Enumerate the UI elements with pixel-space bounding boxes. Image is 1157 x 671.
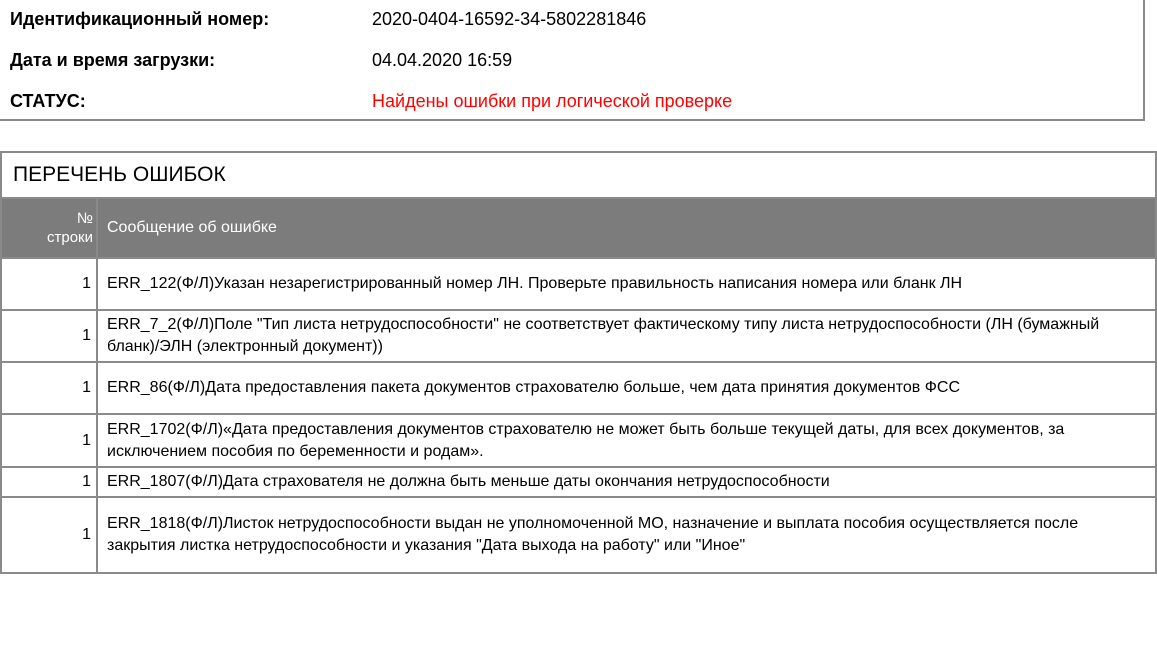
row-number: 1 xyxy=(1,258,97,310)
row-number: 1 xyxy=(1,467,97,497)
error-message: ERR_1807(Ф/Л)Дата страхователя не должна быть меньше даты окончания нетрудоспособности xyxy=(97,467,1156,497)
row-number: 1 xyxy=(1,497,97,573)
table-row xyxy=(1,310,1156,362)
status-row xyxy=(10,88,732,114)
id-label: Идентификационный номер: xyxy=(10,9,270,29)
date-label: Дата и время загрузки: xyxy=(10,50,216,70)
error-list-title: ПЕРЕЧЕНЬ ОШИБОК xyxy=(1,152,1156,198)
date-row xyxy=(10,47,512,73)
table-header-row xyxy=(1,198,1156,258)
table-row xyxy=(1,258,1156,310)
id-row xyxy=(10,6,646,32)
table-row xyxy=(1,467,1156,497)
column-header-row-number-line2: строки xyxy=(47,229,93,246)
table-row xyxy=(1,497,1156,573)
id-value: 2020-0404-16592-34-5802281846 xyxy=(372,9,647,29)
row-number: 1 xyxy=(1,414,97,467)
column-header-message: Сообщение об ошибке xyxy=(97,198,1156,258)
column-header-row-number xyxy=(1,198,97,258)
status-label: СТАТУС: xyxy=(10,91,86,111)
status-value: Найдены ошибки при логической проверке xyxy=(372,91,733,111)
table-row xyxy=(1,414,1156,467)
error-message: ERR_86(Ф/Л)Дата предоставления пакета документов страхователю больше, чем дата принятия документов ФСС xyxy=(97,362,1156,414)
error-list-table xyxy=(0,151,1157,574)
error-message: ERR_7_2(Ф/Л)Поле "Тип листа нетрудоспособности" не соответствует фактическому типу листа нетрудоспособности (ЛН (бумажный бланк)/ЭЛН (электронный документ)) xyxy=(97,310,1156,362)
column-header-row-number-line1: № xyxy=(76,210,93,227)
error-message: ERR_122(Ф/Л)Указан незарегистрированный номер ЛН. Проверьте правильность написания номера или бланк ЛН xyxy=(97,258,1156,310)
row-number: 1 xyxy=(1,362,97,414)
error-message: ERR_1818(Ф/Л)Листок нетрудоспособности выдан не уполномоченной МО, назначение и выплата пособия осуществляется после закрытия листка нетрудоспособности и указания "Дата выхода на работу" или "Иное" xyxy=(97,497,1156,573)
error-message: ERR_1702(Ф/Л)«Дата предоставления документов страхователю не может быть больше текущей даты, для всех документов, за исключением пособия по беременности и родам». xyxy=(97,414,1156,467)
date-value: 04.04.2020 16:59 xyxy=(372,50,513,70)
table-row xyxy=(1,362,1156,414)
row-number: 1 xyxy=(1,310,97,362)
upload-info-panel xyxy=(0,0,1145,121)
